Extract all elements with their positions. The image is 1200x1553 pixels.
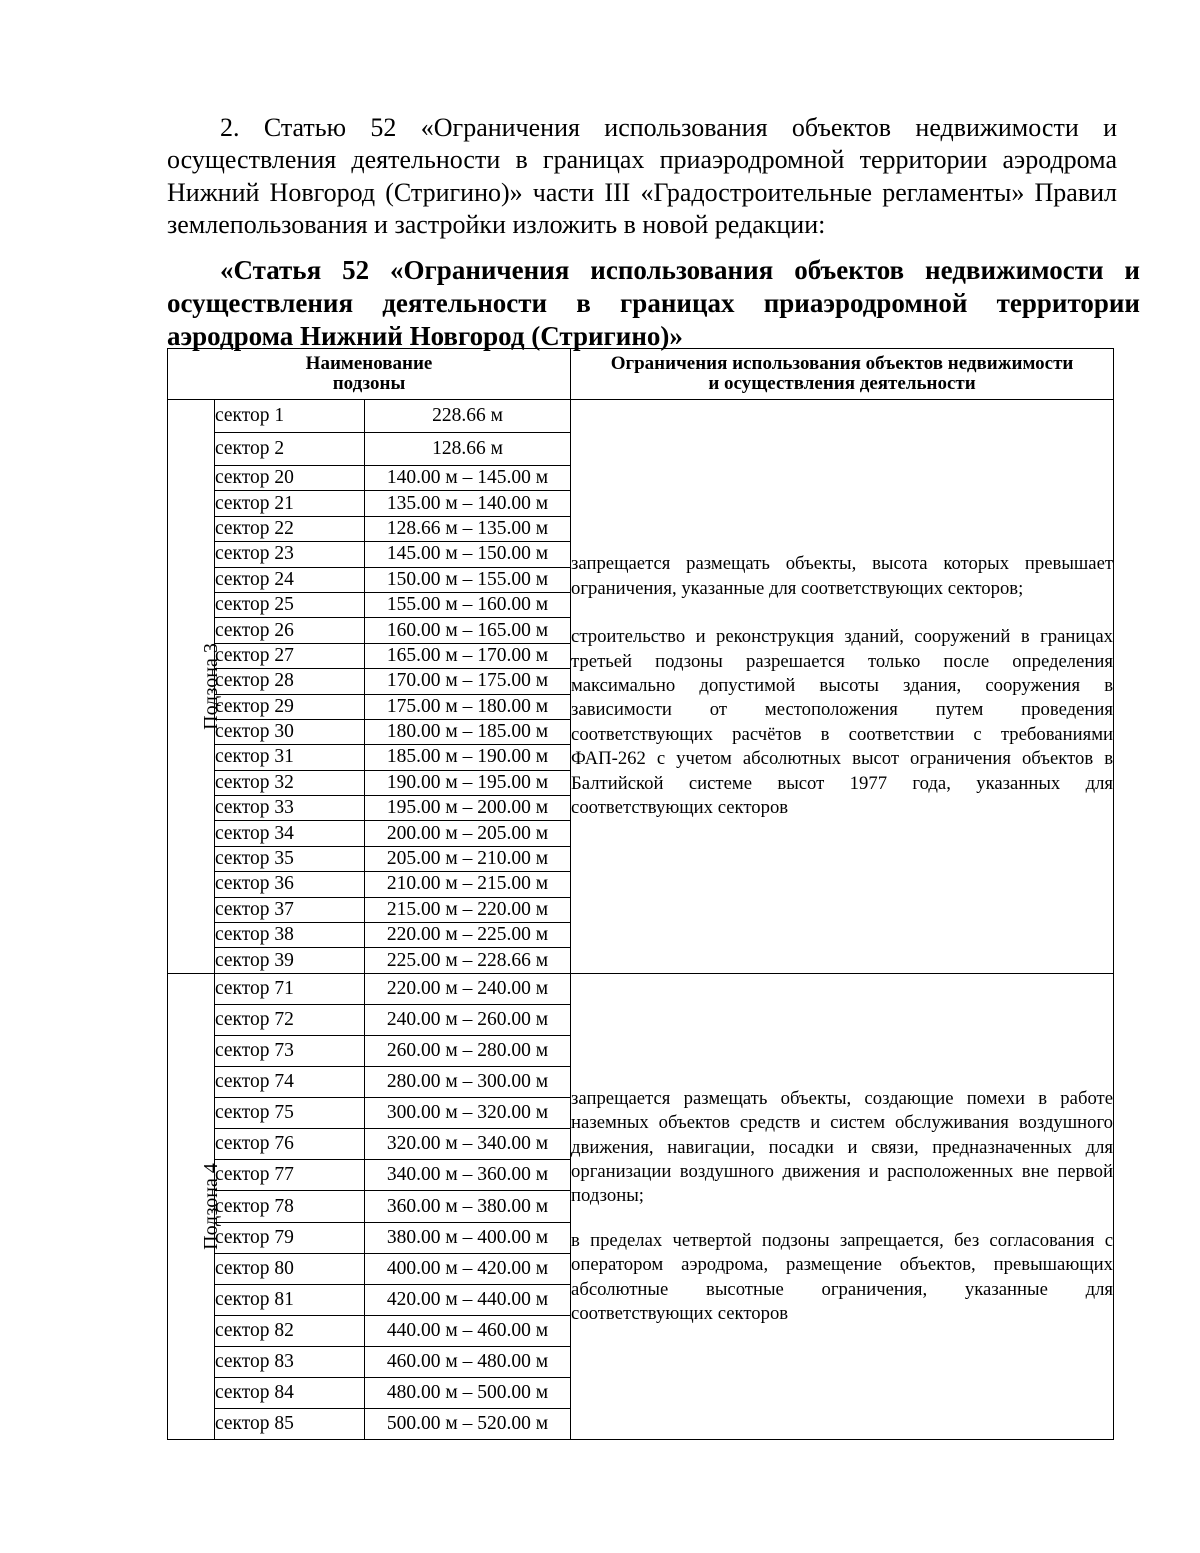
sector-cell: сектор 78 <box>215 1191 365 1222</box>
sector-cell: сектор 33 <box>215 796 365 821</box>
height-cell: 480.00 м – 500.00 м <box>365 1378 571 1409</box>
sector-cell: сектор 1 <box>215 400 365 433</box>
table-row <box>168 400 1114 433</box>
height-cell: 460.00 м – 480.00 м <box>365 1346 571 1377</box>
restriction-paragraph: в пределах четвертой подзоны запрещается, без согласования с оператором аэродрома, размещение объектов, превышающих абсолютные высотные ограничения, указанные для соответствующих секторов <box>571 1229 1114 1324</box>
restriction-paragraph: строительство и реконструкция зданий, сооружений в границах третьей подзоны разрешается только после определения максимально допустимой высоты здания, сооружения в зависимости от местоположения путем проведения соответствующих расчётов в соответствии с требованиями ФАП-262 с учетом абсолютных высот ограничения объектов в Балтийской системе высот 1977 года, указанных для соответствующих секторов <box>571 626 1114 819</box>
height-cell: 225.00 м – 228.66 м <box>365 948 571 973</box>
sector-cell: сектор 20 <box>215 466 365 491</box>
sector-cell: сектор 85 <box>215 1409 365 1440</box>
height-cell: 215.00 м – 220.00 м <box>365 897 571 922</box>
height-cell: 155.00 м – 160.00 м <box>365 592 571 617</box>
header-restrictions-line1: Ограничения использования объектов недвижимости <box>610 353 1074 374</box>
height-cell: 190.00 м – 195.00 м <box>365 770 571 795</box>
height-cell: 180.00 м – 185.00 м <box>365 719 571 744</box>
sector-cell: сектор 22 <box>215 516 365 541</box>
sector-cell: сектор 73 <box>215 1036 365 1067</box>
sector-cell: сектор 37 <box>215 897 365 922</box>
height-cell: 280.00 м – 300.00 м <box>365 1067 571 1098</box>
height-cell: 195.00 м – 200.00 м <box>365 796 571 821</box>
height-cell: 160.00 м – 165.00 м <box>365 618 571 643</box>
sector-cell: сектор 30 <box>215 719 365 744</box>
sector-cell: сектор 23 <box>215 542 365 567</box>
sector-cell: сектор 76 <box>215 1129 365 1160</box>
sector-cell: сектор 83 <box>215 1346 365 1377</box>
sector-cell: сектор 25 <box>215 592 365 617</box>
height-cell: 340.00 м – 360.00 м <box>365 1160 571 1191</box>
height-cell: 170.00 м – 175.00 м <box>365 669 571 694</box>
height-cell: 200.00 м – 205.00 м <box>365 821 571 846</box>
height-cell: 360.00 м – 380.00 м <box>365 1191 571 1222</box>
header-subzone-name <box>168 349 571 400</box>
sector-cell: сектор 84 <box>215 1378 365 1409</box>
sector-cell: сектор 71 <box>215 973 365 1004</box>
height-cell: 175.00 м – 180.00 м <box>365 694 571 719</box>
height-cell: 128.66 м <box>365 433 571 466</box>
subzone-3-cell <box>168 400 222 974</box>
sector-cell: сектор 80 <box>215 1253 365 1284</box>
header-subzone-line2: подзоны <box>332 373 406 394</box>
height-cell: 240.00 м – 260.00 м <box>365 1004 571 1035</box>
sector-cell: сектор 26 <box>215 618 365 643</box>
height-cell: 420.00 м – 440.00 м <box>365 1284 571 1315</box>
header-restrictions-line2: и осуществления деятельности <box>708 373 976 394</box>
sector-cell: сектор 29 <box>215 694 365 719</box>
height-cell: 228.66 м <box>365 400 571 433</box>
sector-cell: сектор 2 <box>215 433 365 466</box>
header-subzone-line1: Наименование <box>305 353 433 374</box>
table-body <box>168 400 1114 1440</box>
height-cell: 145.00 м – 150.00 м <box>365 542 571 567</box>
height-cell: 500.00 м – 520.00 м <box>365 1409 571 1440</box>
sector-cell: сектор 82 <box>215 1315 365 1346</box>
height-cell: 128.66 м – 135.00 м <box>365 516 571 541</box>
restriction-paragraph: запрещается размещать объекты, высота которых превышает ограничения, указанные для соответствующих секторов; <box>571 553 1114 599</box>
subzone-label: Подзона 4 <box>199 1163 222 1250</box>
height-cell: 140.00 м – 145.00 м <box>365 466 571 491</box>
sector-cell: сектор 28 <box>215 669 365 694</box>
sector-cell: сектор 38 <box>215 923 365 948</box>
height-cell: 185.00 м – 190.00 м <box>365 745 571 770</box>
height-cell: 220.00 м – 225.00 м <box>365 923 571 948</box>
height-cell: 400.00 м – 420.00 м <box>365 1253 571 1284</box>
height-cell: 320.00 м – 340.00 м <box>365 1129 571 1160</box>
sector-cell: сектор 36 <box>215 872 365 897</box>
subzone-label: Подзона 3 <box>199 643 222 730</box>
sector-cell: сектор 24 <box>215 567 365 592</box>
height-cell: 150.00 м – 155.00 м <box>365 567 571 592</box>
sector-cell: сектор 21 <box>215 491 365 516</box>
restriction-paragraph: запрещается размещать объекты, создающие помехи в работе наземных объектов средств и систем обслуживания воздушного движения, навигации, посадки и связи, предназначенных для организации воздушного движения и расположенных вне первой подзоны; <box>571 1087 1114 1207</box>
height-cell: 380.00 м – 400.00 м <box>365 1222 571 1253</box>
sector-cell: сектор 75 <box>215 1098 365 1129</box>
height-cell: 205.00 м – 210.00 м <box>365 846 571 871</box>
table-header-row <box>168 349 1114 400</box>
sector-cell: сектор 77 <box>215 1160 365 1191</box>
sector-cell: сектор 72 <box>215 1004 365 1035</box>
sector-cell: сектор 39 <box>215 948 365 973</box>
header-restrictions <box>571 349 1114 400</box>
subzone-4-cell <box>168 973 222 1439</box>
sector-cell: сектор 34 <box>215 821 365 846</box>
height-cell: 440.00 м – 460.00 м <box>365 1315 571 1346</box>
sector-cell: сектор 79 <box>215 1222 365 1253</box>
height-cell: 260.00 м – 280.00 м <box>365 1036 571 1067</box>
sector-cell: сектор 81 <box>215 1284 365 1315</box>
article-heading: «Статья 52 «Ограничения использования объектов недвижимости и осуществления деятельности в границах приаэродромной территории аэродрома Нижний Новгород (Стригино)» <box>167 255 1140 351</box>
height-cell: 210.00 м – 215.00 м <box>365 872 571 897</box>
sector-cell: сектор 32 <box>215 770 365 795</box>
sector-cell: сектор 74 <box>215 1067 365 1098</box>
intro-paragraph: 2. Статью 52 «Ограничения использования объектов недвижимости и осуществления деятельности в границах приаэродромной территории аэродрома Нижний Новгород (Стригино)» части III «Градостроительные регламенты» Правил землепользования и застройки изложить в новой редакции: <box>167 113 1117 240</box>
sector-cell: сектор 27 <box>215 643 365 668</box>
subzone-3-restrictions <box>571 400 1114 974</box>
sector-cell: сектор 31 <box>215 745 365 770</box>
subzone-4-restrictions <box>571 973 1114 1439</box>
sector-cell: сектор 35 <box>215 846 365 871</box>
table-row <box>168 973 1114 1004</box>
height-cell: 135.00 м – 140.00 м <box>365 491 571 516</box>
height-cell: 220.00 м – 240.00 м <box>365 973 571 1004</box>
height-cell: 300.00 м – 320.00 м <box>365 1098 571 1129</box>
height-cell: 165.00 м – 170.00 м <box>365 643 571 668</box>
restrictions-table <box>167 348 1114 1440</box>
